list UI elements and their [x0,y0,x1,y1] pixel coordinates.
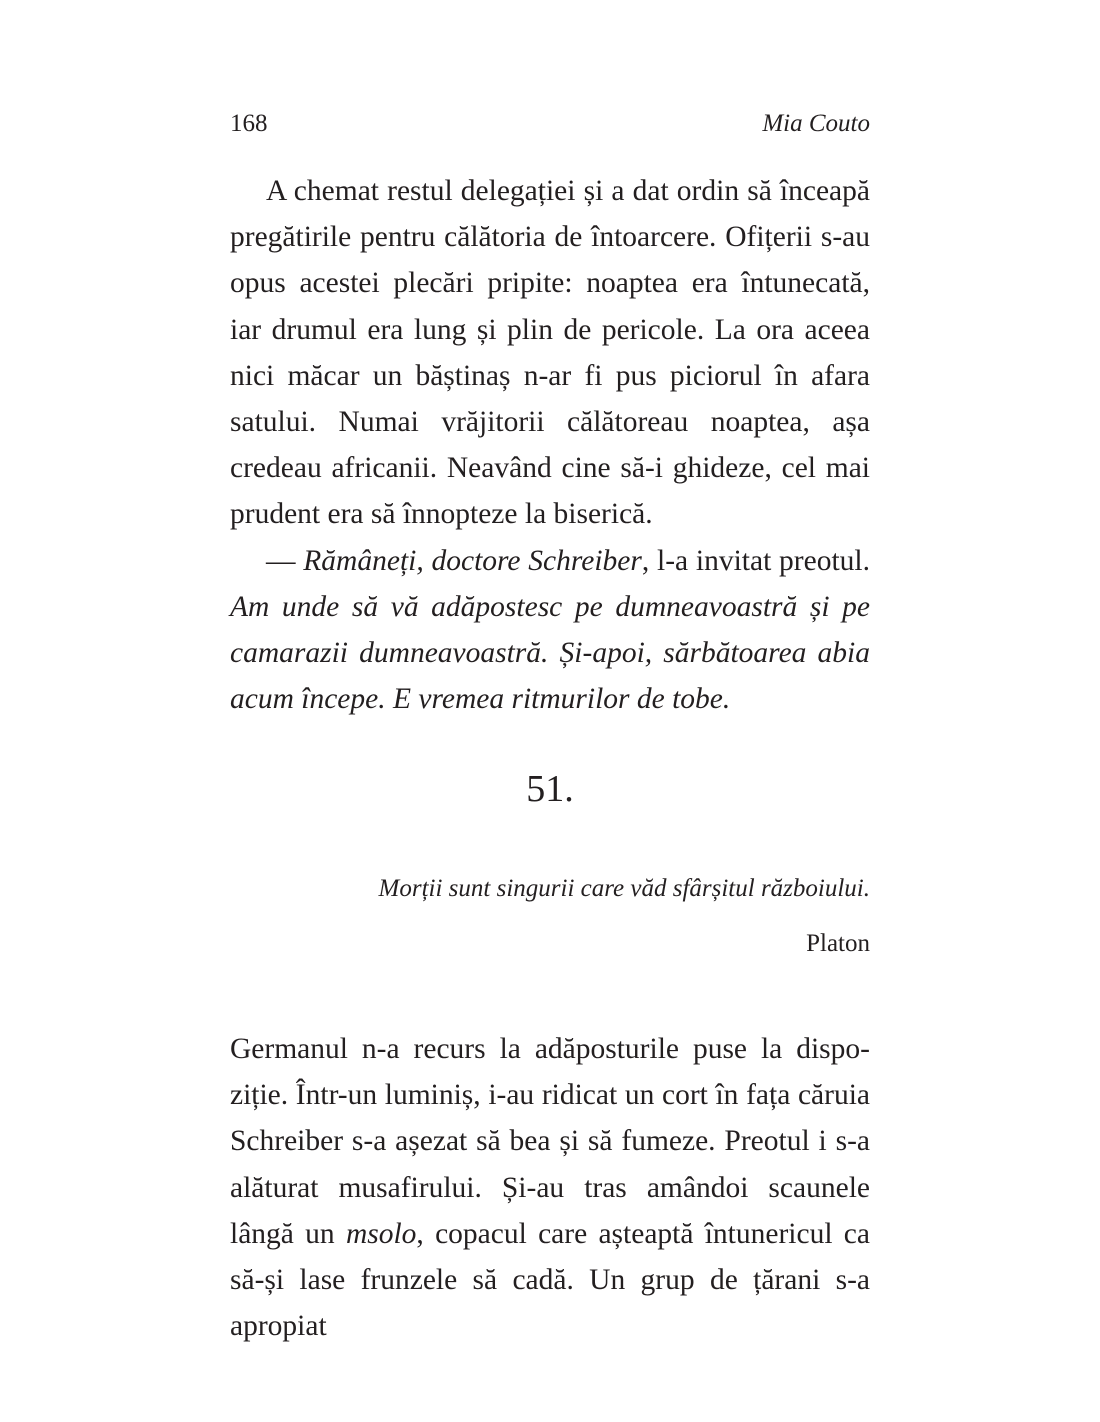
italic-term: msolo [345,1217,417,1250]
epigraph-author: Platon [806,930,870,957]
em-dash: — [266,544,304,577]
paragraph-text-continued: , copacul care așteaptă întunericul ca să-și lase frunzele să cadă. Un grup de țărani s-a apropiat [230,1217,870,1343]
dialogue-speech-continued: Am unde să vă adăpostesc pe dumneavoastră și pe camarazii dumneavoastră. Și-apoi, sărbătoarea abia acum începe. E vremea ritmurilor de tobe. [230,590,870,716]
paragraph-text: Germanul n-a recurs la adăposturile puse la dispoziție. Într-un luminiș, i-au ridicat un cort în fața căruia Schreiber s-a așezat să bea și să fumeze. Preotul i s-a alăturat musafirului. Și-au tras amândoi scaunele lângă un [230,1033,870,1250]
text-block-chapter-start [230,1026,870,1349]
paragraph: A chemat restul delegației și a dat ordin să înceapă pregătirile pentru călătoria de întoarcere. Ofițerii s-au opus acestei plecări pripite: noaptea era întunecată, iar drumul era lung și plin de pericole. La ora aceea nici măcar un băștinaș n-ar fi pus piciorul în afara satului. Numai vrăjitorii călătoreau noaptea, așa credeau africanii. Neavând cine să-i ghideze, cel mai prudent era să înnopteze la biserică. [230,175,870,531]
text-block-top [230,168,870,722]
dialogue-narration: , l-a invitat preotul. [641,544,870,577]
dialogue-paragraph [230,538,870,723]
chapter-number: 51. [526,768,574,810]
paragraph [230,1026,870,1349]
epigraph-quote: Morții sunt singurii care văd sfârșitul războiului. [378,875,870,902]
page-number: 168 [230,110,268,137]
running-header-author: Mia Couto [762,110,870,137]
dialogue-speech: Rămâneți, doctore Schreiber [303,544,642,577]
